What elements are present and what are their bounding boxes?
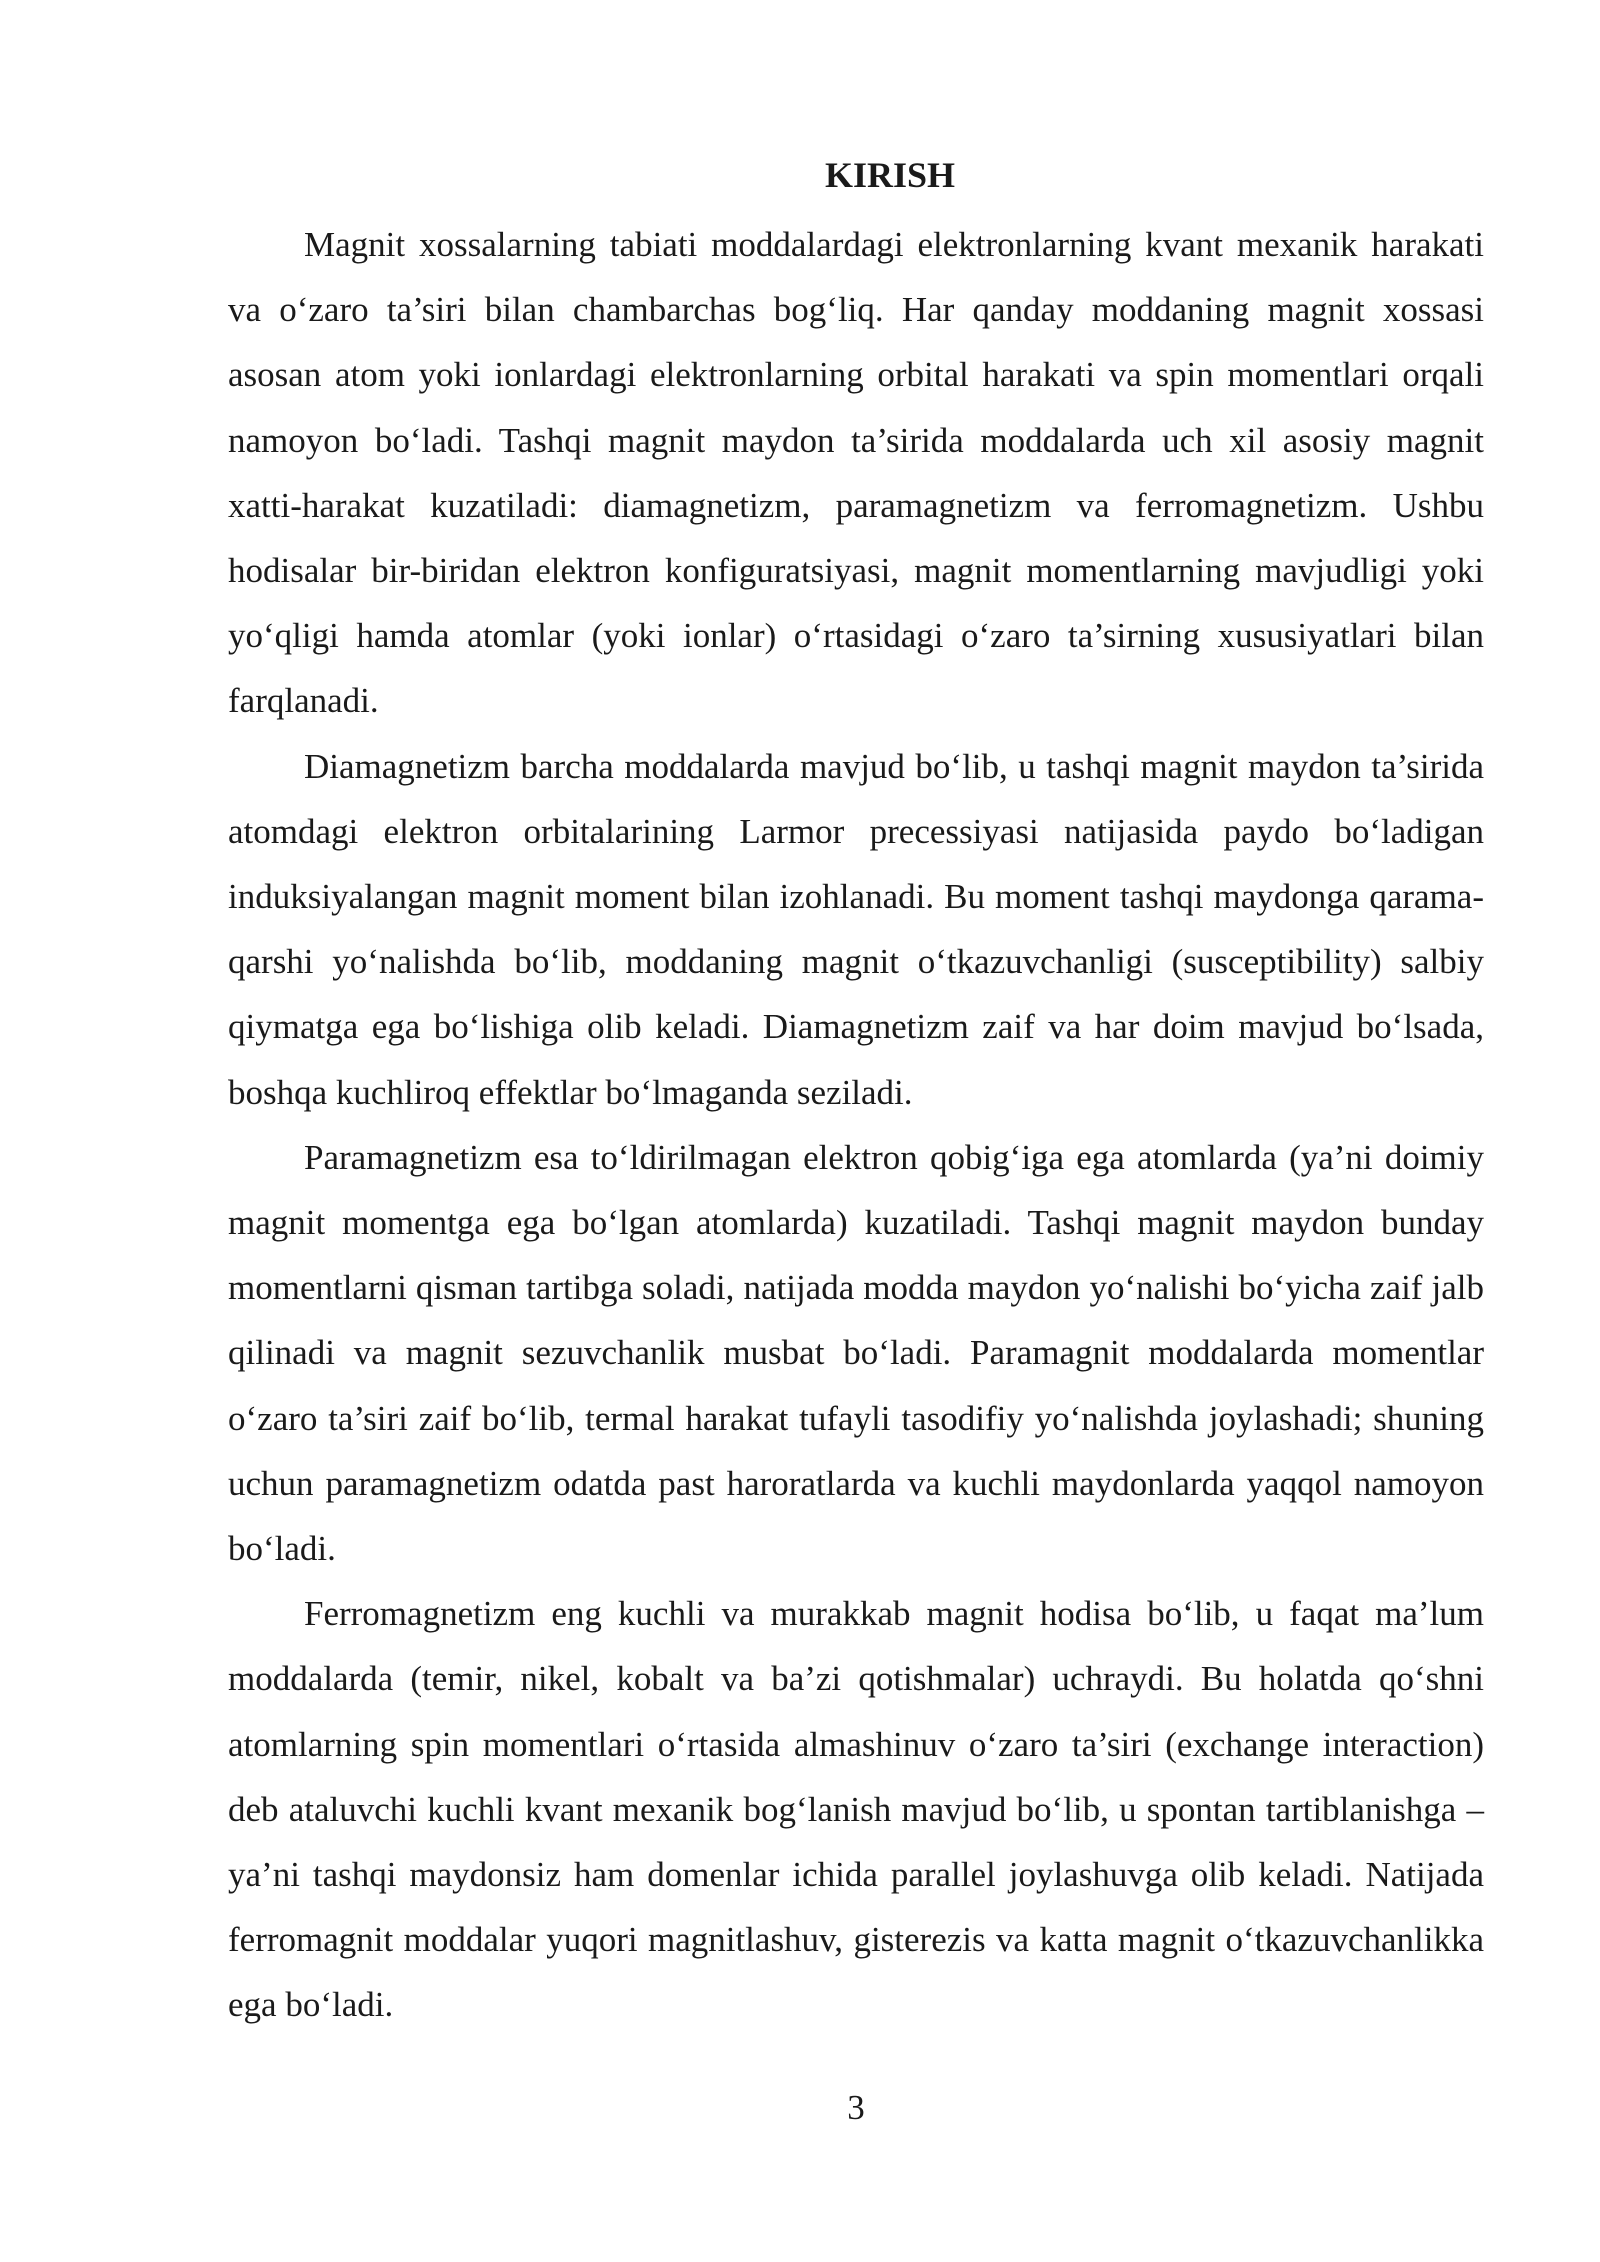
paragraph-ferromagnetism: Ferromagnetizm eng kuchli va murakkab magnit hodisa bo‘lib, u faqat ma’lum moddalarda (temir, nikel, kobalt va ba’zi qotishmalar) uchraydi. Bu holatda qo‘shni atomlarning spin momentlari o‘rtasida almashinuv o‘zaro ta’siri (exchange interaction) deb ataluvchi kuchli kvant mexanik bog‘lanish mavjud bo‘lib, u spontan tartiblanishga – ya’ni tashqi maydonsiz ham domenlar ichida parallel joylashuvga olib keladi. Natijada ferromagnit moddalar yuqori magnitlashuv, gisterezis va katta magnit o‘tkazuvchanlikka ega bo‘ladi. [228,1594,1484,2025]
paragraph-paramagnetism: Paramagnetizm esa to‘ldirilmagan elektron qobig‘iga ega atomlarda (ya’ni doimiy magnit momentga ega bo‘lgan atomlarda) kuzatiladi. Tashqi magnit maydon bunday momentlarni qisman tartibga soladi, natijada modda maydon yo‘nalishi bo‘yicha zaif jalb qilinadi va magnit sezuvchanlik musbat bo‘ladi. Paramagnit moddalarda momentlar o‘zaro ta’siri zaif bo‘lib, termal harakat tufayli tasodifiy yo‘nalishda joylashadi; shuning uchun paramagnetizm odatda past haroratlarda va kuchli maydonlarda yaqqol namoyon bo‘ladi. [228,1137,1484,1569]
section-title: KIRISH [824,155,956,195]
body-text [228,212,1484,2038]
paragraph-intro: Magnit xossalarning tabiati moddalardagi elektronlarning kvant mexanik harakati va o‘zaro ta’siri bilan chambarchas bog‘liq. Har qanday moddaning magnit xossasi asosan atom yoki ionlardagi elektronlarning orbital harakati va spin momentlari orqali namoyon bo‘ladi. Tashqi magnit maydon ta’sirida moddalarda uch xil asosiy magnit xatti-harakat kuzatiladi: diamagnetizm, paramagnetizm va ferromagnetizm. Ushbu hodisalar bir-biridan elektron konfiguratsiyasi, magnit momentlarning mavjudligi yoki yo‘qligi hamda atomlar (yoki ionlar) o‘rtasidagi o‘zaro ta’sirning xususiyatlari bilan farqlanadi. [228,225,1484,721]
page-number: 3 [847,2088,865,2127]
paragraph-diamagnetism: Diamagnetizm barcha moddalarda mavjud bo‘lib, u tashqi magnit maydon ta’sirida atomdagi elektron orbitalarining Larmor precessiyasi natijasida paydo bo‘ladigan induksiyalangan magnit moment bilan izohlanadi. Bu moment tashqi maydonga qarama-qarshi yo‘nalishda bo‘lib, moddaning magnit o‘tkazuvchanligi (susceptibility) salbiy qiymatga ega bo‘lishiga olib keladi. Diamagnetizm zaif va har doim mavjud bo‘lsada, boshqa kuchliroq effektlar bo‘lmaganda seziladi. [228,746,1484,1112]
